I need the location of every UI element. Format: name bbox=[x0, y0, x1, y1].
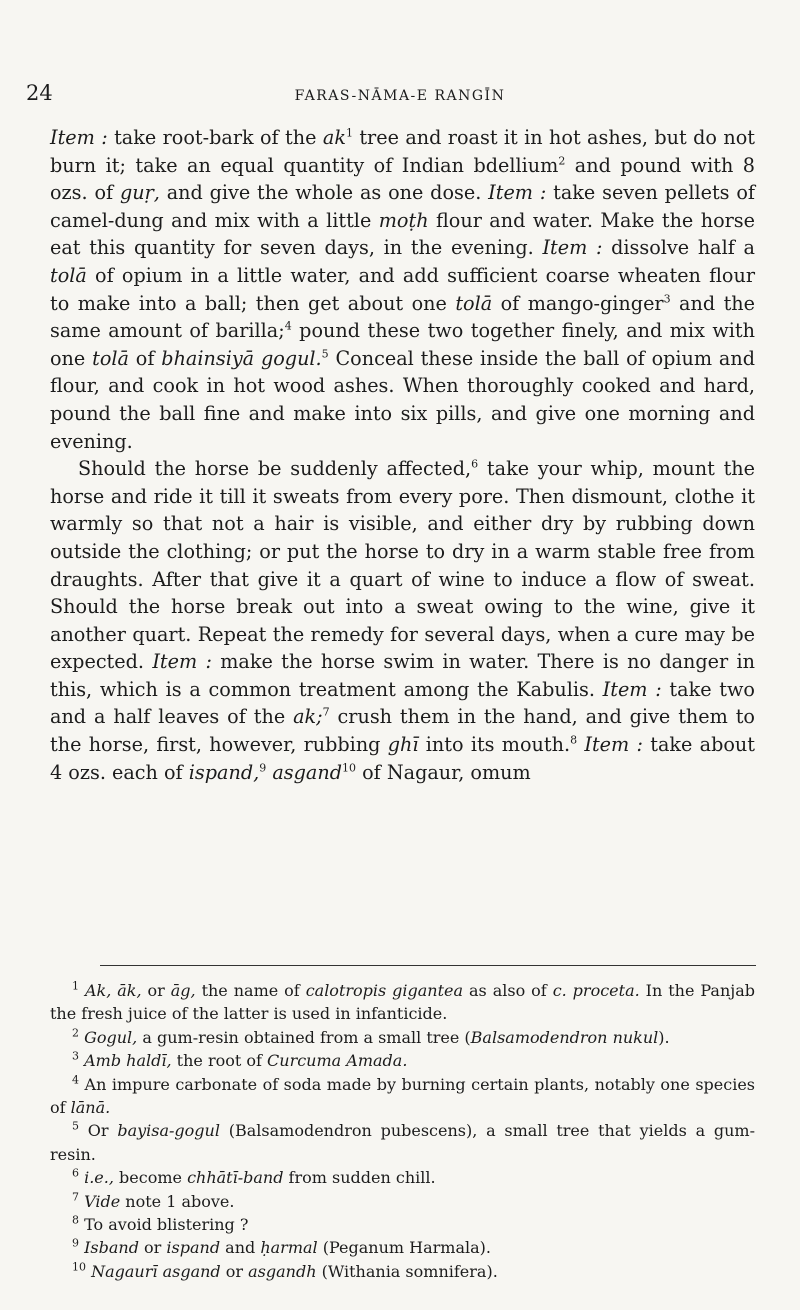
text-run: the name of bbox=[195, 981, 306, 1000]
item-label: Item : bbox=[584, 733, 643, 757]
footnote-1 bbox=[50, 979, 755, 1026]
term: ak; bbox=[293, 705, 323, 729]
term: asgand bbox=[272, 760, 342, 784]
footnote-ref: 4 bbox=[284, 319, 292, 333]
text-run: as also of bbox=[463, 981, 553, 1000]
item-label: Item : bbox=[50, 126, 108, 149]
footnote-ref: 5 bbox=[321, 347, 329, 361]
text-run: make the horse swim in water. There is no danger in this, which is a common treatment among the Kabulis. bbox=[50, 650, 756, 701]
text-run: of Nagaur, omum bbox=[355, 760, 531, 784]
footnote-ref: 10 bbox=[341, 761, 356, 775]
footnote-ref: 9 bbox=[259, 761, 267, 775]
text-run: or bbox=[138, 1238, 167, 1258]
term: Isband bbox=[84, 1238, 139, 1258]
item-label: Item : bbox=[542, 236, 603, 260]
footnote-8 bbox=[50, 1213, 755, 1236]
term: asgandh bbox=[248, 1261, 317, 1281]
term: Curcuma Amada. bbox=[267, 1051, 408, 1071]
footnote-number: 7 bbox=[72, 1190, 79, 1204]
text-run: Or bbox=[87, 1121, 118, 1141]
text-run: into its mouth. bbox=[418, 733, 571, 757]
term: ḥarmal bbox=[260, 1238, 318, 1258]
text-run: (Balsamodendron pubescens), a small tree that yields a gum-resin. bbox=[50, 1121, 755, 1164]
footnote-divider bbox=[100, 965, 756, 966]
text-run: take two and a half leaves of the bbox=[50, 677, 755, 729]
term: guṛ, bbox=[119, 181, 160, 205]
footnote-9 bbox=[50, 1236, 755, 1259]
item-label: Item : bbox=[152, 650, 212, 674]
text-run: or bbox=[141, 981, 171, 1000]
text-run: Conceal these inside the ball of opium and flour, and cook in hot wood ashes. When thoroughly cooked and hard, pound the ball fine and make into six pills, and give one morning and evening. bbox=[50, 346, 756, 453]
text-run: of bbox=[128, 346, 162, 370]
text-run: of opium in a little water, and add sufficient coarse wheaten flour to make into a ball; then get about one bbox=[50, 263, 755, 315]
term: ak bbox=[322, 126, 346, 149]
footnote-number: 8 bbox=[72, 1213, 79, 1227]
term: ghī bbox=[387, 733, 419, 757]
text-run: the root of bbox=[171, 1051, 268, 1071]
text-run: become bbox=[113, 1168, 188, 1188]
term: i.e., bbox=[84, 1168, 114, 1188]
term: bhainsiyā gogul. bbox=[161, 346, 322, 370]
footnote-number: 5 bbox=[72, 1120, 79, 1134]
text-run: crush them in the hand, and give them to the horse, first, however, rubbing bbox=[50, 705, 755, 757]
text-run: take root-bark of the bbox=[107, 126, 323, 149]
text-run: take your whip, mount the horse and ride it till it sweats from every pore. Then dismount, clothe it warmly so that not a hair is visible, and either dry by rubbing down outside the clothing; or put the horse to dry in a warm stable free from draughts. After that give it a quart of wine to induce a flow of sweat. Should the horse break out into a sweat owing to the wine, give it another quart. Repeat the remedy for several days, when a cure may be expected. bbox=[50, 457, 755, 674]
term: ispand bbox=[166, 1238, 221, 1258]
footnote-number: 1 bbox=[72, 979, 79, 993]
footnote-3 bbox=[50, 1049, 755, 1072]
page-number: 24 bbox=[26, 81, 53, 105]
text-run: and pound with 8 ozs. of bbox=[50, 153, 755, 205]
term: Vide bbox=[84, 1191, 121, 1211]
text-run: take about 4 ozs. each of bbox=[50, 733, 755, 784]
running-title: FARAS-NĀMA-E RANGĪN bbox=[294, 88, 506, 104]
footnote-number: 4 bbox=[72, 1073, 79, 1087]
text-run: dissolve half a bbox=[602, 236, 755, 260]
text-run: of mango-ginger bbox=[492, 291, 664, 315]
term: tolā bbox=[455, 291, 493, 315]
footnote-number: 3 bbox=[72, 1049, 79, 1063]
text-run: Should the horse be suddenly affected, bbox=[78, 457, 472, 481]
paragraph bbox=[50, 124, 755, 455]
footnote-ref: 1 bbox=[345, 126, 353, 140]
item-label: Item : bbox=[602, 677, 662, 701]
text-run: take seven pellets of camel-dung and mix with a little bbox=[50, 181, 755, 232]
term: chhātī-band bbox=[187, 1168, 284, 1188]
text-run: and give the whole as one dose. bbox=[159, 181, 489, 205]
footnote-5 bbox=[50, 1119, 755, 1166]
term: Balsamodendron nukul bbox=[470, 1027, 659, 1047]
footnote-4 bbox=[50, 1073, 755, 1120]
term: Ak, āk, bbox=[84, 981, 142, 1000]
footnote-number: 6 bbox=[72, 1166, 79, 1180]
text-run: To avoid blistering ? bbox=[84, 1215, 249, 1235]
text-run: and the same amount of barilla; bbox=[50, 291, 756, 343]
term: Amb haldī, bbox=[84, 1051, 172, 1071]
term: tolā bbox=[50, 263, 87, 287]
text-run: flour and water. Make the horse eat this quantity for seven days, in the evening. bbox=[50, 208, 755, 260]
footnote-ref: 8 bbox=[570, 733, 578, 747]
text-run: and bbox=[220, 1238, 261, 1258]
term: c. proceta. bbox=[552, 981, 640, 1000]
text-run: from sudden chill. bbox=[283, 1168, 436, 1188]
footnote-number: 9 bbox=[72, 1237, 79, 1251]
term: āg, bbox=[170, 981, 196, 1000]
term: ispand, bbox=[188, 760, 260, 784]
paragraph bbox=[50, 455, 755, 786]
text-run: a gum-resin obtained from a small tree ( bbox=[137, 1027, 471, 1047]
footnote-7 bbox=[50, 1190, 755, 1213]
term: tolā bbox=[92, 346, 129, 370]
footnote-ref: 3 bbox=[663, 292, 671, 306]
text-run: (Peganum Harmala). bbox=[317, 1238, 491, 1258]
text-run: ). bbox=[658, 1027, 670, 1047]
term: lānā. bbox=[70, 1098, 111, 1118]
text-run: tree and roast it in hot ashes, but do not burn it; take an equal quantity of Indian bdellium bbox=[50, 126, 755, 177]
term: Nagaurī asgand bbox=[91, 1261, 221, 1281]
footnote-number: 2 bbox=[72, 1026, 79, 1040]
footnotes bbox=[50, 979, 755, 1283]
text-run: (Withania somnifera). bbox=[316, 1261, 498, 1281]
text-run: or bbox=[220, 1261, 249, 1281]
term: Gogul, bbox=[84, 1027, 138, 1047]
term: bayisa-gogul bbox=[117, 1121, 220, 1141]
term: calotropis gigantea bbox=[305, 981, 464, 1000]
footnote-10 bbox=[50, 1260, 755, 1283]
footnote-number: 10 bbox=[72, 1260, 86, 1274]
text-run: An impure carbonate of soda made by burning certain plants, notably one species of bbox=[50, 1074, 755, 1118]
footnote-6 bbox=[50, 1166, 755, 1189]
footnote-2 bbox=[50, 1026, 755, 1049]
footnote-ref: 2 bbox=[558, 154, 566, 168]
main-text bbox=[50, 124, 755, 786]
item-label: Item : bbox=[488, 181, 547, 205]
footnote-ref: 6 bbox=[471, 457, 479, 471]
text-run: In the Panjab the fresh juice of the latter is used in infanticide. bbox=[50, 981, 756, 1024]
text-run: note 1 above. bbox=[120, 1191, 235, 1211]
term: moṭh bbox=[378, 208, 429, 232]
text-run: pound these two together finely, and mix with one bbox=[50, 319, 755, 370]
footnote-ref: 7 bbox=[322, 706, 330, 720]
